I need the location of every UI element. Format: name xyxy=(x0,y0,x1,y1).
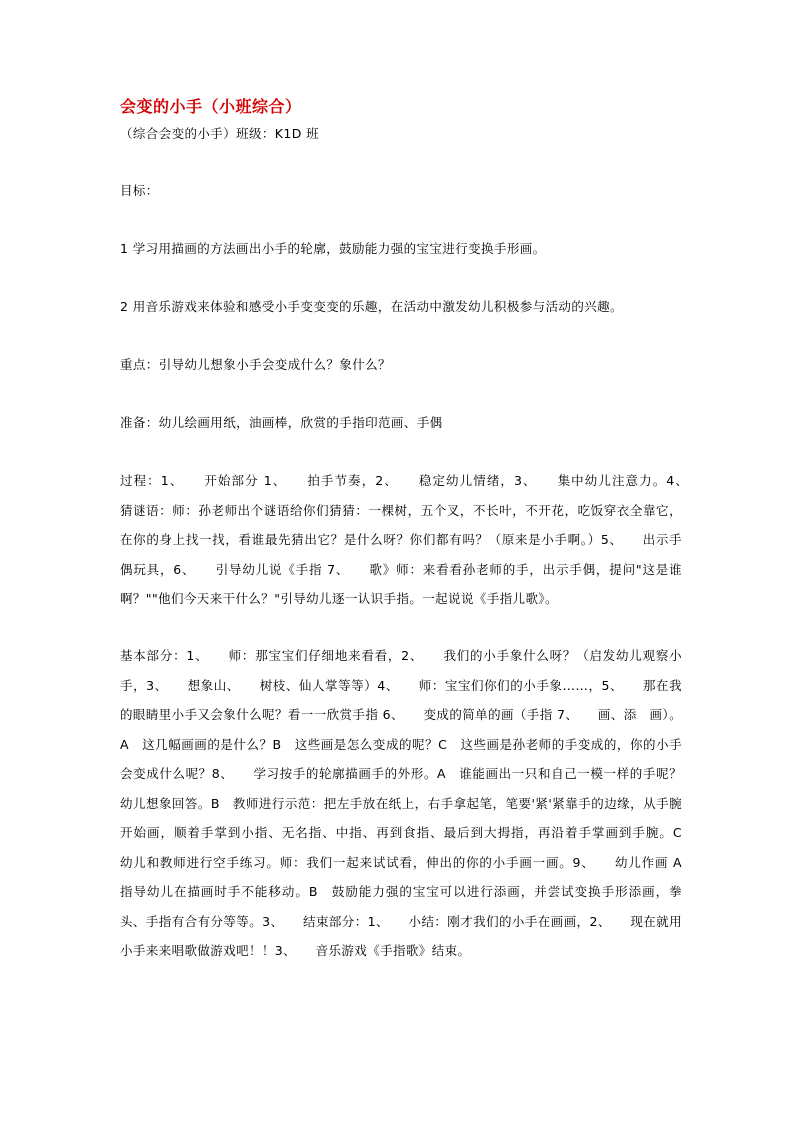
preparation: 准备：幼儿绘画用纸，油画棒，欣赏的手指印范画、手偶 xyxy=(120,415,443,430)
basic-part-paragraph: 基本部分：1、 师：那宝宝们仔细地来看看，2、 我们的小手象什么呀？（启发幼儿观察小手，3、 想象山、 树枝、仙人掌等等）4、 师：宝宝们你们的小手象……，5、 那在我的眼睛里小手又会象什么呢？看一一欣赏手指 6、 变成的简单的画（手指 7、 画、添 画）。A 这几幅画画的是什么？B 这些画是怎么变成的呢？C 这些画是孙老师的手变成的，你的小手会变成什么呢？8、 学习按手的轮廓描画手的外形。A 谁能画出一只和自己一模一样的手呢？幼儿想象回答。B 教师进行示范：把左手放在纸上，右手拿起笔，笔要'紧'紧靠手的边缘，从手腕开始画，顺着手掌到小指、无名指、中指、再到食指、最后到大拇指，再沿着手掌画到手腕。C 幼儿和教师进行空手练习。师：我们一起来试试看，伸出的你的小手画一画。9、 幼儿作画 A 指导幼儿在描画时手不能移动。B 鼓励能力强的宝宝可以进行添画，并尝试变换手形添画，拳头、手指有合有分等等。3、 结束部分：1、 小结：刚才我们的小手在画画，2、 现在就用小手来来唱歌做游戏吧！！3、 音乐游戏《手指歌》结束。 xyxy=(120,648,695,958)
goal-2: 2 用音乐游戏来体验和感受小手变变变的乐趣，在活动中激发幼儿积极参与活动的兴趣。 xyxy=(120,299,623,314)
focus-point: 重点：引导幼儿想象小手会变成什么？象什么？ xyxy=(120,357,391,372)
document-title: 会变的小手（小班综合） xyxy=(120,97,302,116)
goals-heading: 目标： xyxy=(120,183,159,198)
goal-1: 1 学习用描画的方法画出小手的轮廓，鼓励能力强的宝宝进行变换手形画。 xyxy=(120,241,546,256)
process-paragraph: 过程：1、 开始部分 1、 拍手节奏，2、 稳定幼儿情绪，3、 集中幼儿注意力。4、 猜谜语：师：孙老师出个谜语给你们猜猜：一棵树，五个叉，不长叶，不开花，吃饭穿衣全靠它，在你的身上找一找，看谁最先猜出它？是什么呀？你们都有吗？（原来是小手啊。）5、 出示手偶玩具，6、 引导幼儿说《手指 7、 歌》师：来看看孙老师的手，出示手偶，提问"这是谁啊？""他们今天来干什么？"引导幼儿逐一认识手指。一起说说《手指儿歌》。 xyxy=(120,473,708,606)
document-subtitle: （综合会变的小手）班级：K1D 班 xyxy=(120,126,320,141)
